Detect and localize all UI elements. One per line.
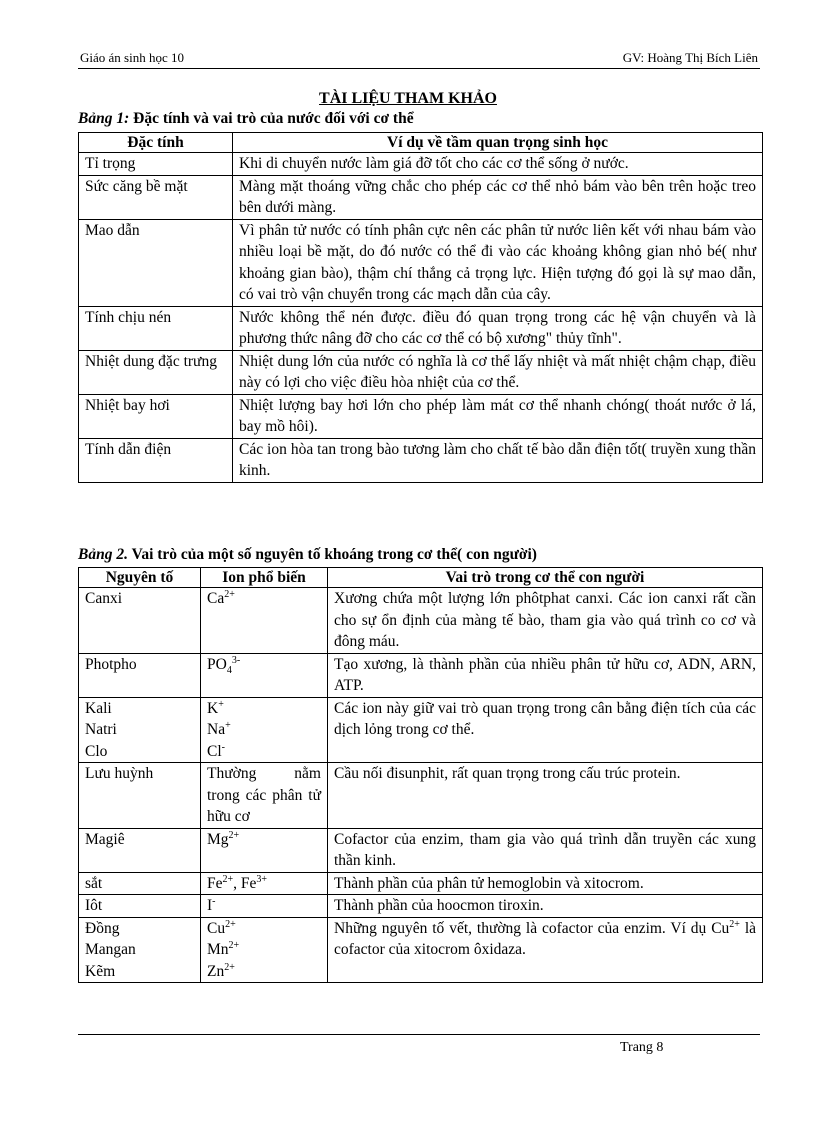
ion-line: [207, 961, 321, 983]
element-name: Iôt: [79, 895, 201, 918]
ion-charge: 3+: [256, 873, 268, 885]
ion-symbol: Na: [207, 721, 226, 738]
property-description: Khi di chuyển nước làm giá đỡ tốt cho các cơ thể sống ở nước.: [233, 153, 763, 176]
role-text: là cofactor của xitocrom ôxidaza.: [334, 919, 757, 958]
element-name-line: Natri: [85, 721, 117, 738]
property-name: Sức căng bề mặt: [79, 175, 233, 219]
ion-symbol: Cu: [207, 919, 226, 937]
ion-symbol: Zn: [207, 962, 225, 980]
element-name-line: Kẽm: [85, 962, 116, 980]
element-role: Tạo xương, là thành phần của nhiều phân tử hữu cơ, ADN, ARN, ATP.: [328, 653, 763, 697]
ion-symbol: I: [207, 897, 213, 914]
element-role: Cofactor của enzim, tham gia vào quá trình dẫn truyền các xung thần kinh.: [328, 828, 763, 872]
element-role: Cầu nối đisunphit, rất quan trọng trong cấu trúc protein.: [328, 763, 763, 829]
ion-symbol: Fe: [240, 874, 257, 892]
ion-line: [207, 698, 321, 720]
ion-line: [207, 741, 321, 763]
element-name: sắt: [79, 872, 201, 895]
table-row: [79, 153, 763, 176]
property-name: Nhiệt dung đặc trưng: [79, 350, 233, 394]
element-role: [328, 917, 763, 983]
ion-charge: 2+: [222, 873, 234, 885]
table-row: [79, 697, 763, 763]
header-teacher: GV: Hoàng Thị Bích Liên: [622, 50, 758, 65]
ion-symbol: Mg: [207, 830, 229, 848]
property-description: Nước không thể nén được. điều đó quan trọng trong các hệ vận chuyển và là phương thức nâng đỡ cho các cơ thể có bộ xương" thủy tĩnh".: [233, 306, 763, 350]
property-name: Nhiệt bay hơi: [79, 394, 233, 438]
element-role: Xương chứa một lượng lớn phôtphat canxi. Các ion canxi rất cần cho sự ổn định của màng tế bào, tham gia vào quá trình co cơ và đông máu.: [328, 588, 763, 654]
element-role: Thành phần của phân tử hemoglobin và xitocrom.: [328, 872, 763, 895]
table-header-cell: Ví dụ về tầm quan trọng sinh học: [233, 133, 763, 153]
ion-cell: [201, 697, 328, 763]
footer-divider: [78, 1034, 760, 1035]
table-header-cell: Đặc tính: [79, 133, 233, 153]
table-row: [79, 828, 763, 872]
table-row: [79, 175, 763, 219]
table-row: [79, 653, 763, 697]
ion-charge: 2+: [228, 829, 240, 841]
ion-symbol: PO: [207, 655, 227, 673]
element-name: Magiê: [79, 828, 201, 872]
table-row: [79, 872, 763, 895]
ion-cell: [201, 917, 328, 983]
element-name: Canxi: [79, 588, 201, 654]
element-role: Thành phần của hoocmon tiroxin.: [328, 895, 763, 918]
table-header-cell: Vai trò trong cơ thể con người: [328, 568, 763, 588]
table-row: [79, 219, 763, 306]
ion-cell: Thường nằm trong các phân tử hữu cơ: [201, 763, 328, 829]
element-role: Các ion này giữ vai trò quan trọng trong cân bằng điện tích của các dịch lỏng trong cơ thể.: [328, 697, 763, 763]
table-header-cell: Ion phổ biến: [201, 568, 328, 588]
ion-subscript: 4: [226, 664, 232, 676]
property-description: Nhiệt lượng bay hơi lớn cho phép làm mát cơ thể nhanh chóng( thoát nước ở lá, bay mồ hôi).: [233, 394, 763, 438]
property-name: Tỉ trọng: [79, 153, 233, 176]
ion-cell: [201, 828, 328, 872]
table-header-cell: Nguyên tố: [79, 568, 201, 588]
table-row: [79, 917, 763, 983]
ion-line: [207, 719, 321, 741]
ion-symbol: Cl: [207, 742, 222, 760]
property-description: Nhiệt dung lớn của nước có nghĩa là cơ thể lấy nhiệt và mất nhiệt chậm chạp, điều này có lợi cho việc điều hòa nhiệt của cơ thể.: [233, 350, 763, 394]
water-properties-table: [78, 132, 763, 483]
ion-charge: +: [225, 719, 231, 731]
table2-caption-text: Vai trò của một số nguyên tố khoáng trong cơ thể( con người): [127, 546, 537, 563]
element-name-line: Mangan: [85, 941, 136, 958]
ion-symbol: Mn: [207, 941, 229, 958]
element-name: [79, 697, 201, 763]
ion-charge: -: [221, 741, 225, 753]
property-name: Tính dẫn điện: [79, 438, 233, 482]
table-row: [79, 763, 763, 829]
ion-charge: 3-: [231, 654, 241, 666]
ion-symbol: Fe: [207, 874, 223, 892]
element-name-line: Clo: [85, 742, 108, 760]
ion-cell: [201, 653, 328, 697]
element-name: Photpho: [79, 653, 201, 697]
property-description: Các ion hòa tan trong bào tương làm cho chất tế bào dẫn điện tốt( truyền xung thần kinh.: [233, 438, 763, 482]
page-header: [78, 48, 760, 69]
table1-caption-label: Bảng 1:: [78, 110, 130, 127]
table-row: [79, 394, 763, 438]
ion-line: [207, 939, 321, 961]
ion-cell: [201, 588, 328, 654]
table-header-row: [79, 133, 763, 153]
property-description: Màng mặt thoáng vững chắc cho phép các cơ thể nhỏ bám vào bên trên hoặc treo bên dưới màng.: [233, 175, 763, 219]
table2-caption: [78, 546, 537, 564]
ion-charge: 2+: [224, 961, 235, 973]
element-name-line: Kali: [85, 699, 112, 717]
ion-charge: 2+: [228, 939, 240, 951]
table-header-row: [79, 568, 763, 588]
property-name: Tính chịu nén: [79, 306, 233, 350]
property-description: Vì phân tử nước có tính phân cực nên các phân tử nước liên kết với nhau bám vào nhiều loại bề mặt, do đó nước có thể đi vào các khoảng không gian nhỏ bé( như khoảng gian bào), thậm chí thắng cả trọng lực. Hiện tượng đó gọi là sự mao dẫn, có vai trò vận chuyển trong các mạch dẫn của cây.: [233, 219, 763, 306]
table-row: [79, 306, 763, 350]
ion-cell: [201, 895, 328, 918]
ion-line: [207, 918, 321, 940]
ion-charge: 2+: [225, 918, 236, 930]
element-name: [79, 917, 201, 983]
ion-cell: [201, 872, 328, 895]
role-superscript: 2+: [729, 918, 740, 930]
table1-caption: [78, 110, 414, 128]
property-name: Mao dẫn: [79, 219, 233, 306]
table-row: [79, 588, 763, 654]
table2-caption-label: Bảng 2.: [78, 546, 128, 563]
role-text: Những nguyên tố vết, thường là cofactor của enzim. Ví dụ Cu: [334, 919, 730, 937]
page-title: TÀI LIỆU THAM KHẢO: [319, 90, 497, 107]
element-name-line: Đồng: [85, 919, 120, 937]
table-row: [79, 895, 763, 918]
page-number: Trang 8: [620, 1040, 664, 1055]
table1-caption-text: Đặc tính và vai trò của nước đối với cơ thể: [129, 110, 414, 127]
table-row: [79, 438, 763, 482]
ion-separator: ,: [233, 874, 241, 892]
minerals-table: [78, 567, 763, 983]
table-row: [79, 350, 763, 394]
element-name: Lưu huỳnh: [79, 763, 201, 829]
ion-symbol: K: [207, 699, 219, 717]
header-course: Giáo án sinh học 10: [80, 50, 184, 65]
ion-charge: 2+: [224, 588, 235, 600]
ion-charge: -: [212, 895, 216, 907]
ion-charge: +: [218, 698, 224, 710]
ion-symbol: Ca: [207, 590, 225, 607]
